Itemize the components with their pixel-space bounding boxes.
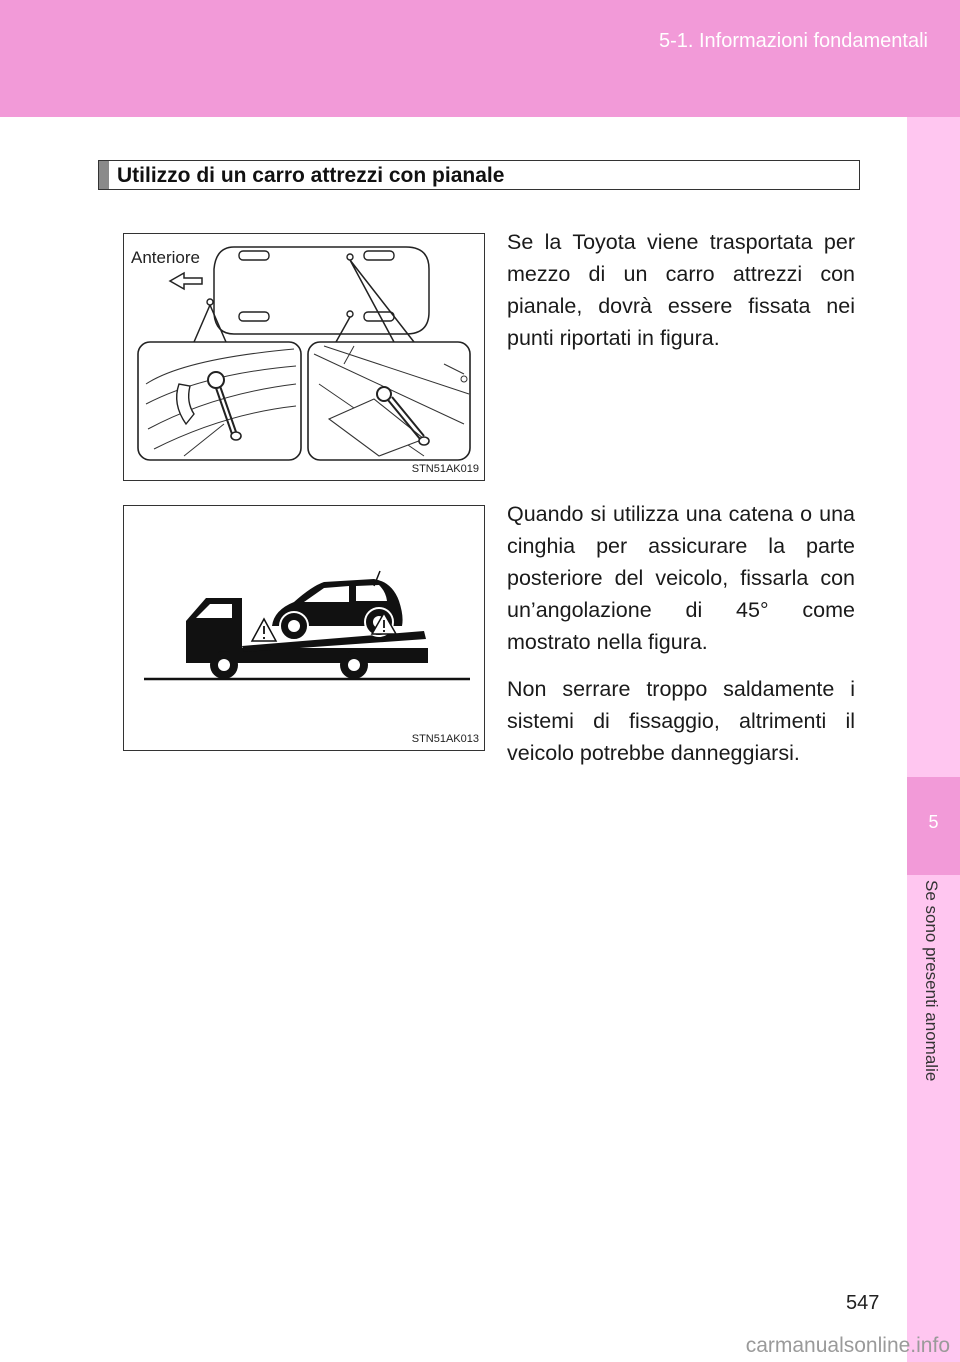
heading-marker [99,161,109,189]
paragraph-tiedown: Se la Toyota viene trasportata per mezzo di un carro attrezzi con pianale, dovrà essere fissata nei punti riportati in figura. [507,230,855,350]
figure-code: STN51AK013 [411,733,479,745]
front-label: Anteriore [131,248,200,267]
tie-down-points-figure [123,233,485,481]
chapter-sidebar [907,117,960,1362]
section-title: 5-1. Informazioni fondamentali [658,30,928,52]
chapter-number: 5 [928,812,939,832]
page-number: 547 [846,1292,880,1314]
chapter-title: Se sono presenti anomalie [922,880,941,1082]
section-heading [98,160,860,190]
chapter-tab [907,777,960,875]
paragraph-angle: Quando si utilizza una catena o una cinghia per assicurare la parte posteriore del veicolo, fissarla con un’angolazione di 45° come mostrato nella figura. [507,502,855,654]
tie-down-illustration [124,234,485,481]
header-band [0,0,960,117]
flatbed-truck-figure [123,505,485,751]
flatbed-illustration [124,506,485,751]
figure-code: STN51AK019 [411,463,479,475]
watermark: carmanualsonline.info [745,1334,950,1357]
chapter-title-vertical [912,880,952,1135]
heading-text: Utilizzo di un carro attrezzi con pianale [117,164,505,187]
paragraph-warning: Non serrare troppo saldamente i sistemi di fissaggio, altrimenti il veicolo potrebbe danneggiarsi. [507,677,855,765]
